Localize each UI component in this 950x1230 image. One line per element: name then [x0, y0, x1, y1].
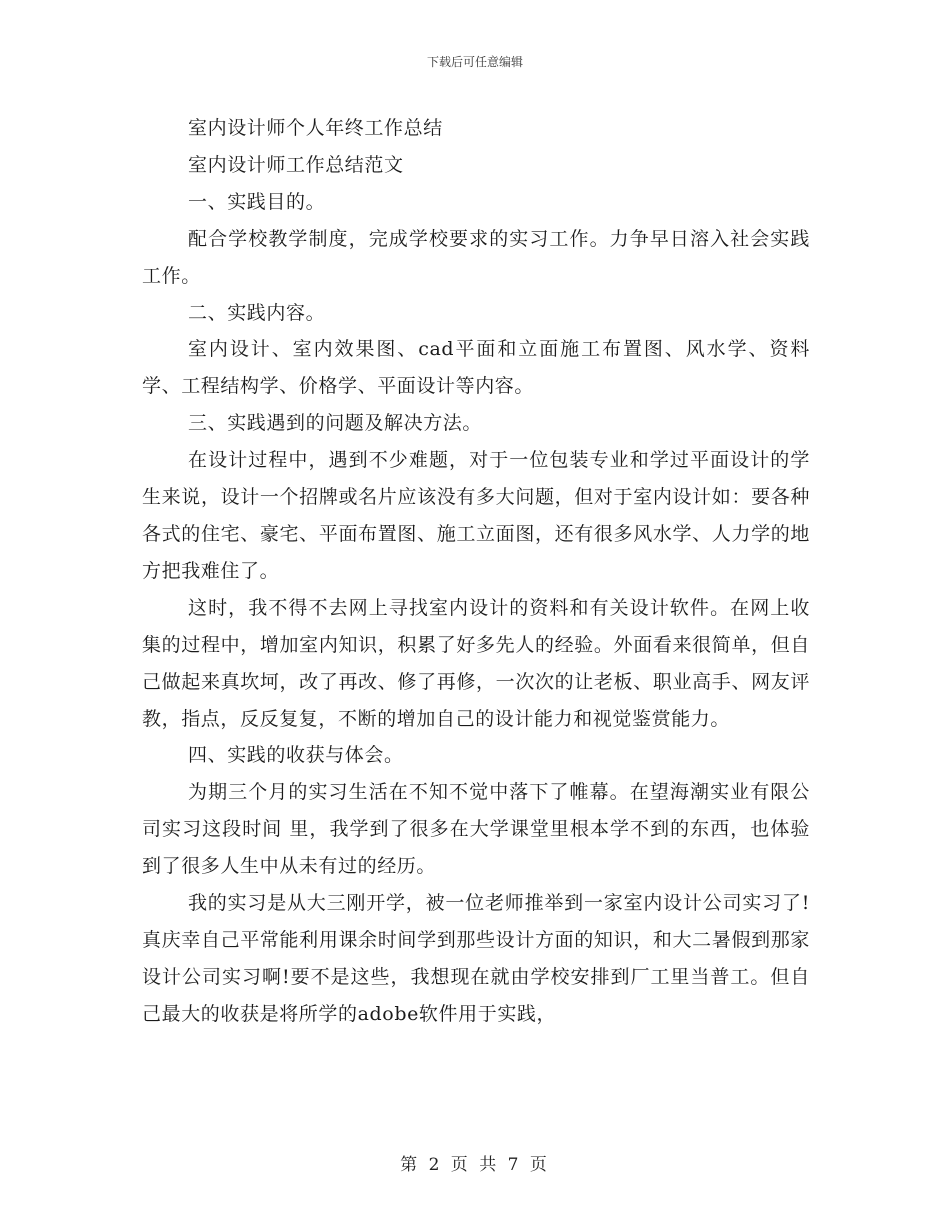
- section-heading-gains: 四、实践的收获与体会。: [188, 744, 404, 767]
- document-title: 室内设计师个人年终工作总结: [188, 117, 443, 139]
- paragraph: 这时，我不得不去网上寻找室内设计的资料和有关设计软件。在网上收集的过程中，增加室内知识，积累了好多先人的经验。外面看来很简单，但自己做起来真坎坷，改了再改、修了再修，一次次的让老板、职业高手、网友评教，指点，反反复复，不断的增加自己的设计能力和视觉鉴赏能力。: [142, 596, 810, 730]
- page-header-note: 下载后可任意编辑: [426, 55, 523, 69]
- paragraph: 为期三个月的实习生活在不知不觉中落下了帷幕。在望海潮实业有限公司实习这段时间 里，我学到了很多在大学课堂里根本学不到的东西，也体验到了很多人生中从未有过的经历。: [142, 781, 810, 878]
- paragraph: 配合学校教学制度，完成学校要求的实习工作。力争早日溶入社会实践工作。: [142, 227, 810, 287]
- section-heading-content: 二、实践内容。: [188, 301, 326, 324]
- paragraph: 室内设计、室内效果图、cad平面和立面施工布置图、风水学、资料学、工程结构学、价格学、平面设计等内容。: [142, 338, 810, 398]
- document-subtitle: 室内设计师工作总结范文: [188, 153, 404, 176]
- document-body: [142, 110, 810, 1033]
- paragraph: 在设计过程中，遇到不少难题，对于一位包装专业和学过平面设计的学生来说，设计一个招牌或名片应该没有多大问题，但对于室内设计如：要各种各式的住宅、豪宅、平面布置图、施工立面图，还有很多风水学、人力学的地方把我难住了。: [142, 449, 810, 582]
- paragraph: 我的实习是从大三刚开学，被一位老师推举到一家室内设计公司实习了!真庆幸自己平常能利用课余时间学到那些设计方面的知识，和大二暑假到那家设计公司实习啊!要不是这些，我想现在就由学校安排到厂工里当普工。但自己最大的收获是将所学的adobe软件用于实践，: [142, 892, 810, 1025]
- section-heading-problems: 三、实践遇到的问题及解决方法。: [188, 412, 483, 435]
- page-number: 第 2 页 共 7 页: [400, 1155, 550, 1175]
- section-heading-purpose: 一、实践目的。: [188, 190, 326, 213]
